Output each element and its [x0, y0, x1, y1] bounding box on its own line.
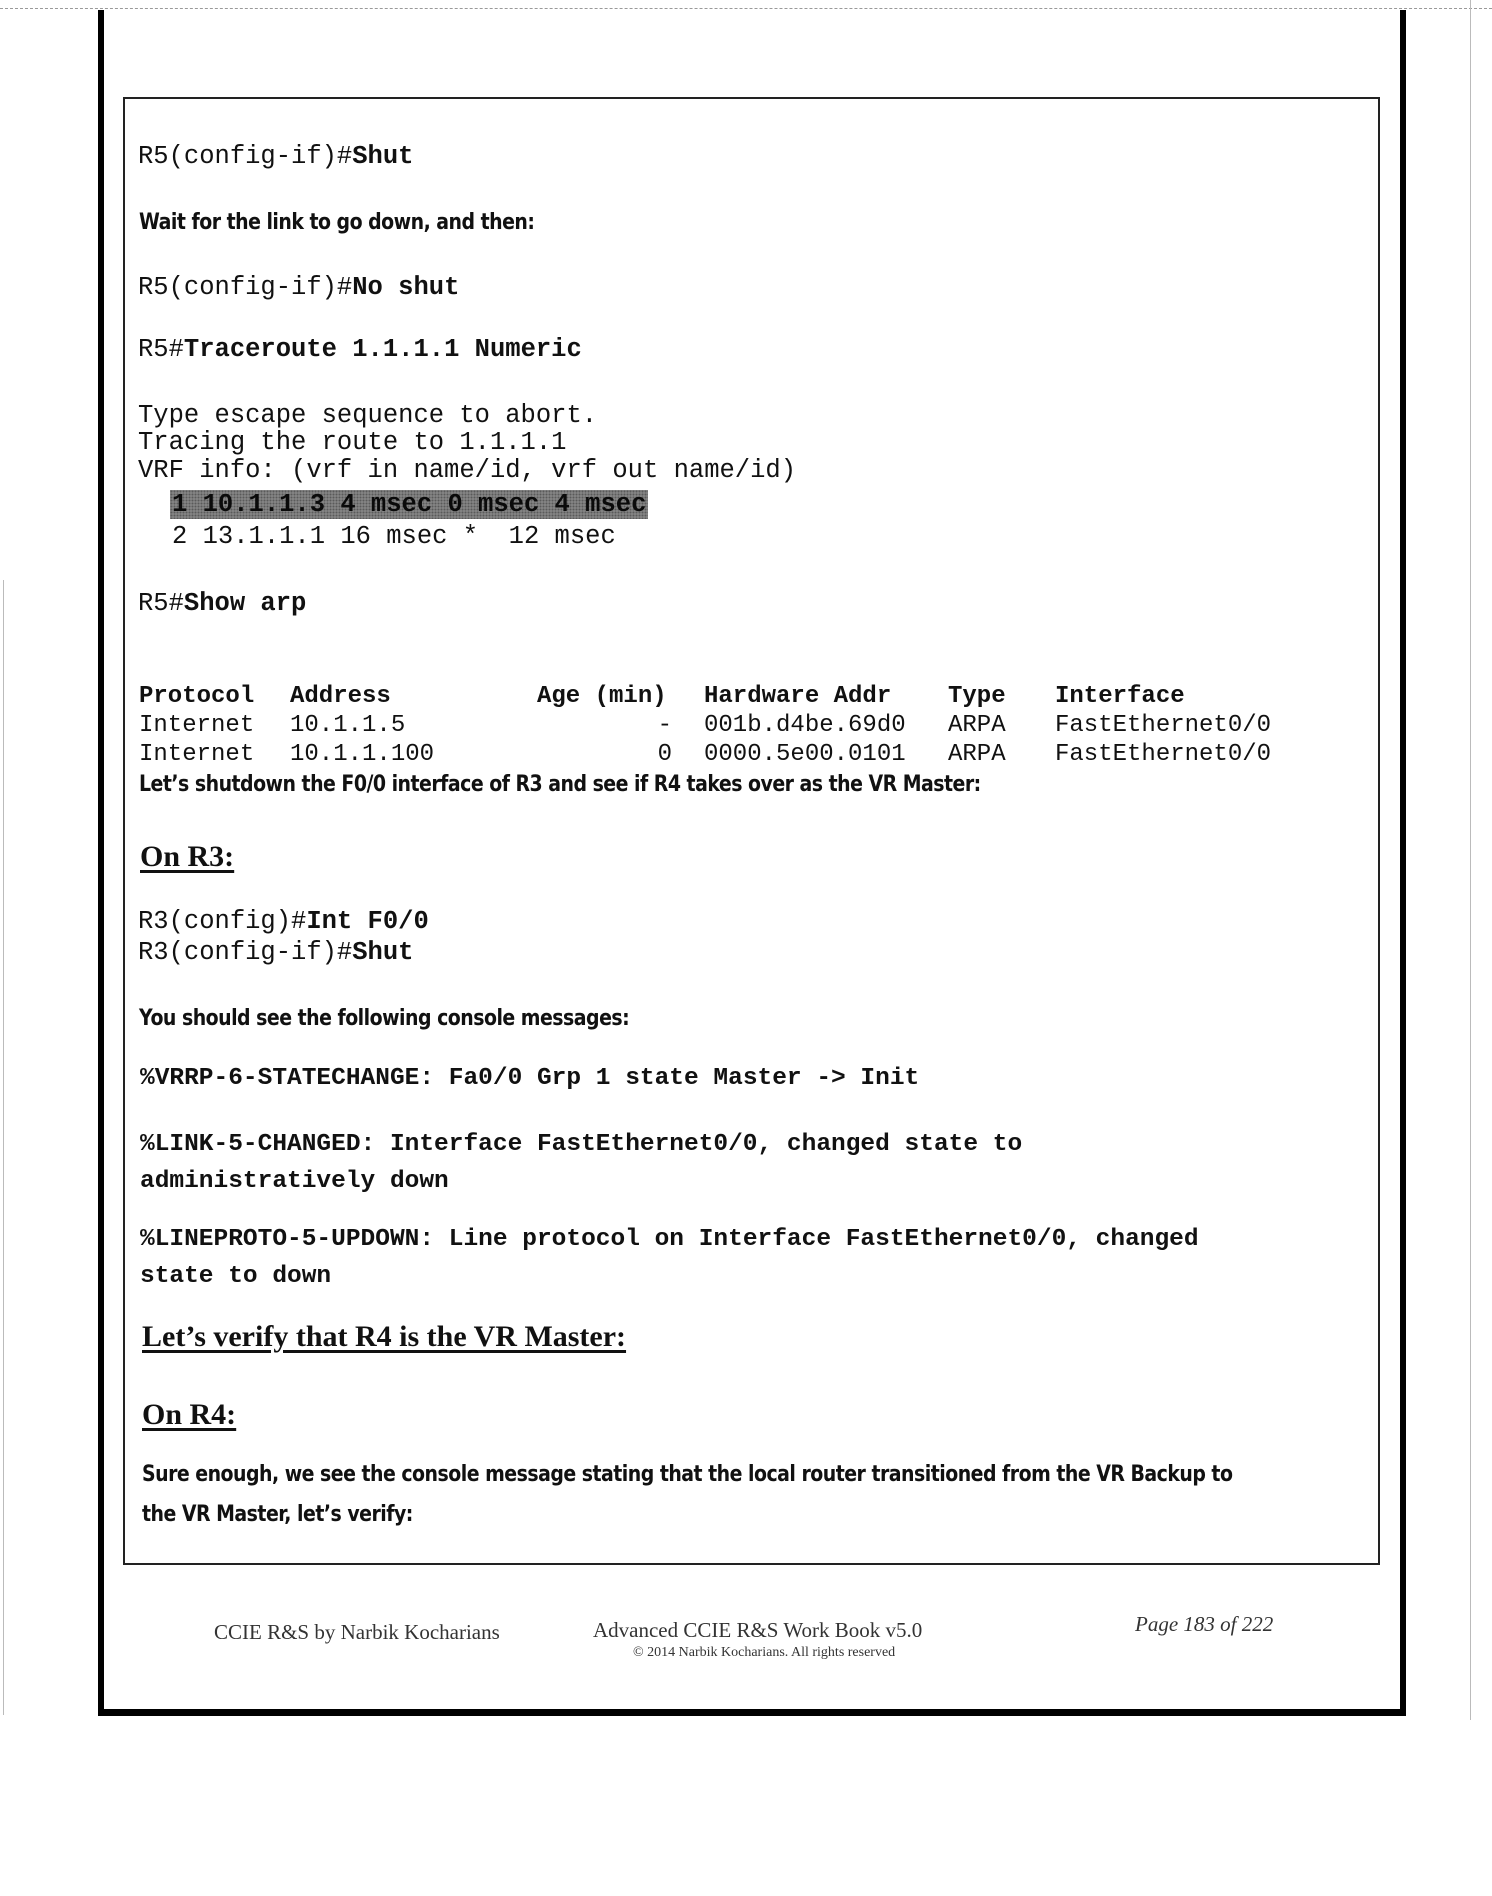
footer-book-title: Advanced CCIE R&S Work Book v5.0 — [593, 1618, 923, 1642]
cli-prompt: R5# — [138, 589, 184, 618]
scan-edge-right — [1470, 0, 1471, 1720]
arp-cell: Internet — [139, 712, 255, 739]
arp-cell: 0000.5e00.0101 — [704, 741, 906, 768]
arp-col-age: Age (min) — [537, 683, 667, 710]
cli-r5-shut — [138, 141, 413, 173]
trace-output-line: VRF info: (vrf in name/id, vrf out name/id) — [138, 456, 797, 485]
paragraph-line: Sure enough, we see the console message stating that the local router transitioned from the VR Backup to — [142, 1462, 1233, 1487]
cli-r3-shut — [138, 937, 413, 969]
arp-table — [139, 682, 1271, 769]
arp-col-type: Type — [948, 683, 1006, 710]
arp-cell: 0 — [657, 741, 672, 768]
arp-row — [139, 740, 1271, 769]
cli-r5-traceroute — [138, 334, 582, 366]
cli-prompt: R3(config-if)# — [138, 938, 353, 967]
instruction-console-messages: You should see the following console messages: — [139, 1006, 630, 1031]
cli-command: Int F0/0 — [306, 907, 429, 936]
instruction-shutdown-r3: Let’s shutdown the F0/0 interface of R3 and see if R4 takes over as the VR Master: — [139, 772, 981, 797]
console-message-link — [140, 1126, 1022, 1200]
paragraph-line: the VR Master, let’s verify: — [142, 1502, 413, 1527]
arp-cell: FastEthernet0/0 — [1055, 712, 1272, 739]
console-text-cont: state to down — [140, 1263, 332, 1290]
arp-cell: ARPA — [948, 712, 1006, 739]
footer-author: CCIE R&S by Narbik Kocharians — [214, 1620, 500, 1644]
cli-command: Shut — [352, 142, 414, 171]
cli-prompt: R5(config-if)# — [138, 273, 353, 302]
cli-r3-int — [138, 906, 429, 938]
arp-table-wrap — [139, 646, 1271, 787]
arp-cell: 10.1.1.5 — [290, 712, 406, 739]
arp-cell: 001b.d4be.69d0 — [704, 712, 906, 739]
scan-edge-left — [3, 580, 4, 1715]
cli-r5-show-arp — [138, 588, 306, 620]
cli-command: Traceroute 1.1.1.1 Numeric — [183, 335, 582, 364]
cli-prompt: R5(config-if)# — [138, 142, 353, 171]
console-message-lineproto — [140, 1221, 1199, 1295]
console-tag: %VRRP-6-STATECHANGE: — [140, 1065, 435, 1092]
arp-cell: ARPA — [948, 741, 1006, 768]
trace-output-line: Tracing the route to 1.1.1.1 — [138, 428, 567, 457]
arp-cell: 10.1.1.100 — [290, 741, 435, 768]
arp-col-interface: Interface — [1055, 683, 1185, 710]
console-text: Line protocol on Interface FastEthernet0/0, changed — [434, 1226, 1199, 1253]
arp-col-protocol: Protocol — [139, 683, 255, 710]
cli-r5-noshut — [138, 272, 459, 304]
trace-output-line: Type escape sequence to abort. — [138, 401, 598, 430]
trace-hop-highlighted — [170, 489, 648, 521]
trace-hop: 2 13.1.1.1 16 msec * 12 msec — [172, 522, 616, 551]
cli-command: No shut — [352, 273, 460, 302]
highlighted-hop: 1 10.1.1.3 4 msec 0 msec 4 msec — [172, 490, 647, 519]
section-heading-verify-r4: Let’s verify that R4 is the VR Master: — [142, 1320, 627, 1353]
arp-col-hwaddr: Hardware Addr — [704, 683, 892, 710]
cli-prompt: R5# — [138, 335, 184, 364]
arp-col-address: Address — [290, 683, 391, 710]
arp-row — [139, 711, 1271, 740]
arp-cell: Internet — [139, 741, 255, 768]
cli-command: Shut — [352, 938, 414, 967]
footer-copyright: © 2014 Narbik Kocharians. All rights reserved — [633, 1645, 896, 1660]
console-tag: %LINEPROTO-5-UPDOWN: — [140, 1226, 435, 1253]
section-heading-on-r4: On R4: — [142, 1398, 237, 1431]
section-heading-on-r3: On R3: — [140, 840, 235, 873]
arp-header-row — [139, 682, 1271, 711]
cli-prompt: R3(config)# — [138, 907, 307, 936]
footer-page-number: Page 183 of 222 — [1135, 1612, 1274, 1636]
arp-cell: FastEthernet0/0 — [1055, 741, 1272, 768]
console-message-vrrp — [140, 1063, 919, 1095]
console-text: Fa0/0 Grp 1 state Master -> Init — [434, 1065, 920, 1092]
console-tag: %LINK-5-CHANGED: — [140, 1131, 376, 1158]
cli-command: Show arp — [183, 589, 307, 618]
instruction-wait: Wait for the link to go down, and then: — [139, 210, 535, 235]
console-text-cont: administratively down — [140, 1168, 449, 1195]
console-text: Interface FastEthernet0/0, changed state to — [375, 1131, 1023, 1158]
arp-cell: - — [657, 712, 672, 739]
